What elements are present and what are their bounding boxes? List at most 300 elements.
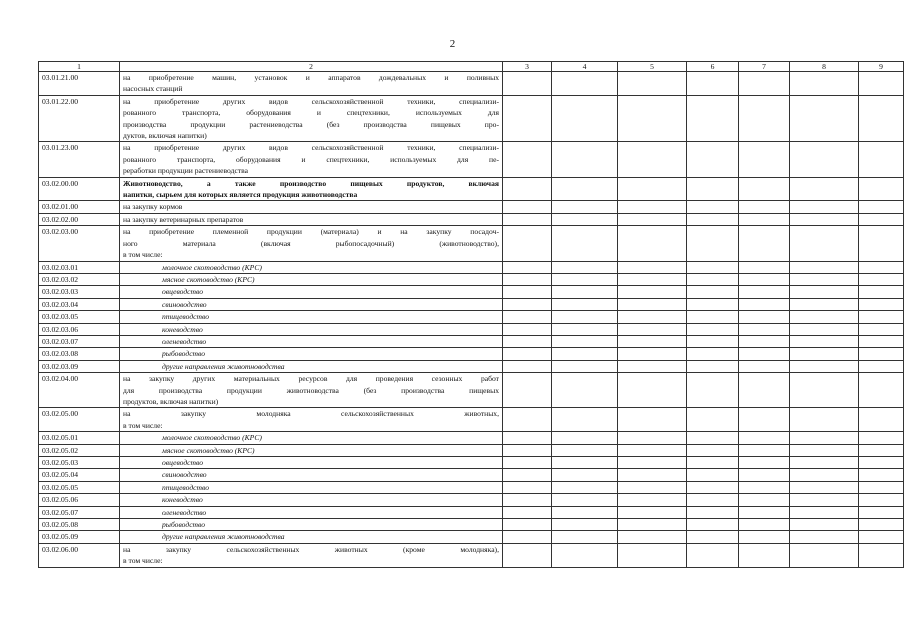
description-line: напитки, сырьем для которых является продукция животноводства	[123, 190, 358, 200]
value-cell	[859, 519, 904, 531]
value-cell	[552, 323, 618, 335]
description-line: рованного транспорта, оборудования и спецтехники, используемых для	[123, 108, 499, 118]
value-cell	[790, 213, 859, 225]
value-cell	[618, 201, 687, 213]
value-cell	[790, 72, 859, 96]
value-cell	[552, 213, 618, 225]
description-line: Животноводство, а также производство пищевых продуктов, включая	[123, 178, 499, 188]
description-line: на закупку молодняка сельскохозяйственных животных,	[123, 409, 499, 419]
value-cell	[503, 286, 552, 298]
value-cell	[503, 494, 552, 506]
value-cell	[687, 531, 739, 543]
column-header: 2	[120, 62, 503, 72]
row-code: 03.02.05.07	[39, 506, 120, 518]
value-cell	[790, 201, 859, 213]
table-row	[39, 213, 904, 225]
value-cell	[790, 481, 859, 493]
value-cell	[552, 201, 618, 213]
value-cell	[687, 469, 739, 481]
value-cell	[739, 95, 790, 142]
value-cell	[739, 335, 790, 347]
value-cell	[739, 506, 790, 518]
value-cell	[687, 286, 739, 298]
row-code: 03.02.03.01	[39, 261, 120, 273]
description-line: другие направления животноводства	[162, 361, 285, 371]
row-description	[120, 531, 503, 543]
column-header: 5	[618, 62, 687, 72]
description-line: оленеводство	[162, 336, 207, 346]
value-cell	[739, 543, 790, 567]
table-row	[39, 226, 904, 261]
description-line: молочное скотоводство (КРС)	[162, 433, 262, 443]
value-cell	[503, 298, 552, 310]
value-cell	[790, 543, 859, 567]
value-cell	[790, 457, 859, 469]
description-line: ного материала (включая рыбопосадочный) (животноводство),	[123, 238, 499, 248]
row-description	[120, 201, 503, 213]
column-header: 1	[39, 62, 120, 72]
row-description	[120, 519, 503, 531]
row-code: 03.02.03.00	[39, 226, 120, 261]
row-code: 03.02.05.02	[39, 444, 120, 456]
value-cell	[618, 142, 687, 177]
value-cell	[618, 444, 687, 456]
table-body	[39, 72, 904, 568]
value-cell	[790, 95, 859, 142]
description-line: насосных станций	[123, 84, 183, 94]
value-cell	[503, 519, 552, 531]
value-cell	[739, 213, 790, 225]
value-cell	[503, 311, 552, 323]
value-cell	[687, 201, 739, 213]
value-cell	[687, 408, 739, 432]
value-cell	[618, 226, 687, 261]
description-line: на закупку ветеринарных препаратов	[123, 214, 244, 224]
value-cell	[687, 519, 739, 531]
value-cell	[552, 519, 618, 531]
row-code: 03.02.05.08	[39, 519, 120, 531]
value-cell	[618, 457, 687, 469]
value-cell	[618, 335, 687, 347]
report-table	[38, 61, 904, 568]
description-line: на приобретение других видов сельскохозяйственной техники, специализи-	[123, 143, 499, 153]
value-cell	[859, 494, 904, 506]
value-cell	[739, 348, 790, 360]
row-description	[120, 177, 503, 201]
value-cell	[687, 360, 739, 372]
table-row	[39, 469, 904, 481]
value-cell	[739, 226, 790, 261]
value-cell	[552, 543, 618, 567]
description-line: рыбоводство	[162, 520, 206, 530]
row-code: 03.02.01.00	[39, 201, 120, 213]
value-cell	[618, 408, 687, 432]
value-cell	[739, 261, 790, 273]
value-cell	[503, 201, 552, 213]
table-row	[39, 201, 904, 213]
value-cell	[859, 348, 904, 360]
value-cell	[859, 373, 904, 408]
value-cell	[503, 335, 552, 347]
value-cell	[859, 432, 904, 444]
value-cell	[687, 444, 739, 456]
value-cell	[790, 444, 859, 456]
description-line: молочное скотоводство (КРС)	[162, 262, 262, 272]
row-description	[120, 226, 503, 261]
description-line: овцеводство	[162, 458, 204, 467]
row-description	[120, 506, 503, 518]
value-cell	[859, 286, 904, 298]
value-cell	[739, 457, 790, 469]
description-line: птицеводство	[162, 482, 210, 492]
value-cell	[687, 95, 739, 142]
value-cell	[503, 432, 552, 444]
row-description	[120, 543, 503, 567]
value-cell	[859, 481, 904, 493]
value-cell	[687, 226, 739, 261]
table-row	[39, 177, 904, 201]
value-cell	[687, 298, 739, 310]
value-cell	[552, 432, 618, 444]
value-cell	[739, 531, 790, 543]
table-row	[39, 373, 904, 408]
table-row	[39, 519, 904, 531]
row-description	[120, 273, 503, 285]
value-cell	[618, 177, 687, 201]
description-line: на приобретение племенной продукции (материала) и на закупку посадоч-	[123, 227, 499, 237]
value-cell	[552, 531, 618, 543]
row-code: 03.01.21.00	[39, 72, 120, 96]
value-cell	[739, 177, 790, 201]
row-description	[120, 95, 503, 142]
value-cell	[739, 142, 790, 177]
value-cell	[859, 95, 904, 142]
value-cell	[503, 481, 552, 493]
value-cell	[790, 373, 859, 408]
description-line: на закупку сельскохозяйственных животных (кроме молодняка),	[123, 544, 499, 554]
row-code: 03.02.03.09	[39, 360, 120, 372]
description-line: коневодство	[162, 324, 203, 334]
value-cell	[503, 72, 552, 96]
value-cell	[859, 457, 904, 469]
value-cell	[687, 348, 739, 360]
row-code: 03.02.06.00	[39, 543, 120, 567]
value-cell	[552, 286, 618, 298]
column-header: 8	[790, 62, 859, 72]
description-line: производства продукции растениеводства (без производства пищевых про-	[123, 119, 499, 129]
value-cell	[739, 469, 790, 481]
value-cell	[552, 494, 618, 506]
value-cell	[687, 373, 739, 408]
value-cell	[503, 360, 552, 372]
table-row	[39, 286, 904, 298]
row-code: 03.01.23.00	[39, 142, 120, 177]
row-description	[120, 311, 503, 323]
value-cell	[859, 311, 904, 323]
row-code: 03.02.03.02	[39, 273, 120, 285]
value-cell	[739, 273, 790, 285]
value-cell	[503, 506, 552, 518]
description-line: в том числе:	[123, 250, 163, 260]
table-row	[39, 481, 904, 493]
value-cell	[503, 457, 552, 469]
value-cell	[739, 286, 790, 298]
value-cell	[859, 226, 904, 261]
value-cell	[859, 261, 904, 273]
description-line: свиноводство	[162, 470, 207, 480]
value-cell	[503, 323, 552, 335]
value-cell	[618, 506, 687, 518]
row-description	[120, 261, 503, 273]
value-cell	[859, 444, 904, 456]
value-cell	[503, 95, 552, 142]
value-cell	[739, 408, 790, 432]
description-line: реработки продукции растениеводства	[123, 166, 248, 176]
value-cell	[790, 298, 859, 310]
description-line: птицеводство	[162, 312, 210, 322]
description-line: рыбоводство	[162, 349, 206, 359]
value-cell	[552, 348, 618, 360]
row-code: 03.02.05.06	[39, 494, 120, 506]
row-description	[120, 348, 503, 360]
row-code: 03.02.03.05	[39, 311, 120, 323]
column-header: 3	[503, 62, 552, 72]
value-cell	[859, 298, 904, 310]
row-code: 03.02.05.05	[39, 481, 120, 493]
value-cell	[859, 177, 904, 201]
description-line: мясное скотоводство (КРС)	[162, 445, 255, 455]
value-cell	[552, 335, 618, 347]
row-code: 03.01.22.00	[39, 95, 120, 142]
table-row	[39, 408, 904, 432]
value-cell	[618, 360, 687, 372]
row-description	[120, 457, 503, 469]
table-row	[39, 432, 904, 444]
value-cell	[552, 72, 618, 96]
value-cell	[503, 408, 552, 432]
column-header: 9	[859, 62, 904, 72]
description-line: овцеводство	[162, 287, 204, 297]
description-line: оленеводство	[162, 507, 207, 517]
table-row	[39, 142, 904, 177]
value-cell	[503, 531, 552, 543]
value-cell	[552, 373, 618, 408]
description-line: другие направления животноводства	[162, 532, 285, 542]
table-row	[39, 444, 904, 456]
row-code: 03.02.00.00	[39, 177, 120, 201]
value-cell	[739, 494, 790, 506]
value-cell	[687, 273, 739, 285]
value-cell	[790, 177, 859, 201]
row-description	[120, 494, 503, 506]
table-row	[39, 506, 904, 518]
table-row	[39, 457, 904, 469]
row-code: 03.02.05.03	[39, 457, 120, 469]
row-description	[120, 469, 503, 481]
value-cell	[790, 273, 859, 285]
value-cell	[687, 335, 739, 347]
value-cell	[618, 95, 687, 142]
row-description	[120, 373, 503, 408]
table-row	[39, 335, 904, 347]
value-cell	[859, 142, 904, 177]
value-cell	[859, 273, 904, 285]
value-cell	[790, 360, 859, 372]
value-cell	[687, 494, 739, 506]
value-cell	[687, 432, 739, 444]
table-row	[39, 494, 904, 506]
row-code: 03.02.05.01	[39, 432, 120, 444]
value-cell	[618, 481, 687, 493]
value-cell	[503, 543, 552, 567]
row-description	[120, 432, 503, 444]
row-code: 03.02.05.00	[39, 408, 120, 432]
value-cell	[687, 72, 739, 96]
description-line: свиноводство	[162, 299, 207, 309]
value-cell	[552, 469, 618, 481]
row-code: 03.02.03.08	[39, 348, 120, 360]
value-cell	[859, 543, 904, 567]
value-cell	[687, 543, 739, 567]
value-cell	[687, 481, 739, 493]
value-cell	[503, 177, 552, 201]
value-cell	[618, 72, 687, 96]
value-cell	[618, 286, 687, 298]
value-cell	[503, 444, 552, 456]
value-cell	[552, 408, 618, 432]
row-code: 03.02.04.00	[39, 373, 120, 408]
value-cell	[859, 531, 904, 543]
table-row	[39, 298, 904, 310]
value-cell	[790, 469, 859, 481]
value-cell	[618, 298, 687, 310]
table-row	[39, 323, 904, 335]
value-cell	[552, 142, 618, 177]
table-row	[39, 261, 904, 273]
value-cell	[618, 213, 687, 225]
value-cell	[618, 543, 687, 567]
value-cell	[552, 95, 618, 142]
value-cell	[552, 444, 618, 456]
value-cell	[552, 311, 618, 323]
row-description	[120, 323, 503, 335]
page-number: 2	[449, 38, 456, 50]
value-cell	[503, 348, 552, 360]
value-cell	[790, 408, 859, 432]
table-row	[39, 72, 904, 96]
value-cell	[503, 469, 552, 481]
value-cell	[503, 261, 552, 273]
value-cell	[859, 72, 904, 96]
column-header: 4	[552, 62, 618, 72]
value-cell	[618, 273, 687, 285]
value-cell	[859, 360, 904, 372]
value-cell	[618, 494, 687, 506]
value-cell	[503, 213, 552, 225]
value-cell	[687, 457, 739, 469]
value-cell	[859, 323, 904, 335]
value-cell	[618, 531, 687, 543]
value-cell	[790, 506, 859, 518]
value-cell	[618, 348, 687, 360]
row-code: 03.02.03.07	[39, 335, 120, 347]
row-code: 03.02.03.03	[39, 286, 120, 298]
row-description	[120, 481, 503, 493]
value-cell	[790, 226, 859, 261]
value-cell	[618, 261, 687, 273]
value-cell	[739, 360, 790, 372]
value-cell	[552, 273, 618, 285]
description-line: мясное скотоводство (КРС)	[162, 274, 255, 284]
value-cell	[552, 226, 618, 261]
value-cell	[859, 408, 904, 432]
value-cell	[687, 261, 739, 273]
description-line: на приобретение машин, установок и аппаратов дождевальных и поливных	[123, 73, 499, 82]
value-cell	[739, 201, 790, 213]
table-row	[39, 311, 904, 323]
column-header: 7	[739, 62, 790, 72]
value-cell	[790, 335, 859, 347]
row-code: 03.02.02.00	[39, 213, 120, 225]
value-cell	[790, 142, 859, 177]
value-cell	[687, 506, 739, 518]
table-row	[39, 348, 904, 360]
value-cell	[790, 286, 859, 298]
value-cell	[739, 432, 790, 444]
value-cell	[859, 213, 904, 225]
value-cell	[503, 226, 552, 261]
row-description	[120, 444, 503, 456]
value-cell	[618, 373, 687, 408]
column-number-row	[39, 62, 904, 72]
row-code: 03.02.05.04	[39, 469, 120, 481]
value-cell	[552, 177, 618, 201]
value-cell	[687, 142, 739, 177]
value-cell	[739, 373, 790, 408]
value-cell	[552, 481, 618, 493]
value-cell	[859, 469, 904, 481]
description-line: на приобретение других видов сельскохозяйственной техники, специализи-	[123, 96, 499, 106]
value-cell	[552, 261, 618, 273]
description-line: в том числе:	[123, 556, 163, 566]
row-code: 03.02.03.04	[39, 298, 120, 310]
value-cell	[859, 201, 904, 213]
value-cell	[739, 444, 790, 456]
value-cell	[790, 519, 859, 531]
value-cell	[618, 432, 687, 444]
row-description	[120, 142, 503, 177]
value-cell	[503, 373, 552, 408]
value-cell	[618, 311, 687, 323]
value-cell	[552, 360, 618, 372]
value-cell	[790, 323, 859, 335]
row-description	[120, 360, 503, 372]
description-line: дуктов, включая напитки)	[123, 131, 207, 141]
description-line: коневодство	[162, 495, 203, 505]
value-cell	[618, 469, 687, 481]
table-row	[39, 273, 904, 285]
table-row	[39, 95, 904, 142]
table-row	[39, 543, 904, 567]
value-cell	[503, 142, 552, 177]
row-code: 03.02.03.06	[39, 323, 120, 335]
table-row	[39, 531, 904, 543]
value-cell	[790, 432, 859, 444]
value-cell	[739, 311, 790, 323]
row-description	[120, 286, 503, 298]
description-line: на закупку других материальных ресурсов для проведения сезонных работ	[123, 374, 499, 384]
description-line: на закупку кормов	[123, 202, 183, 212]
